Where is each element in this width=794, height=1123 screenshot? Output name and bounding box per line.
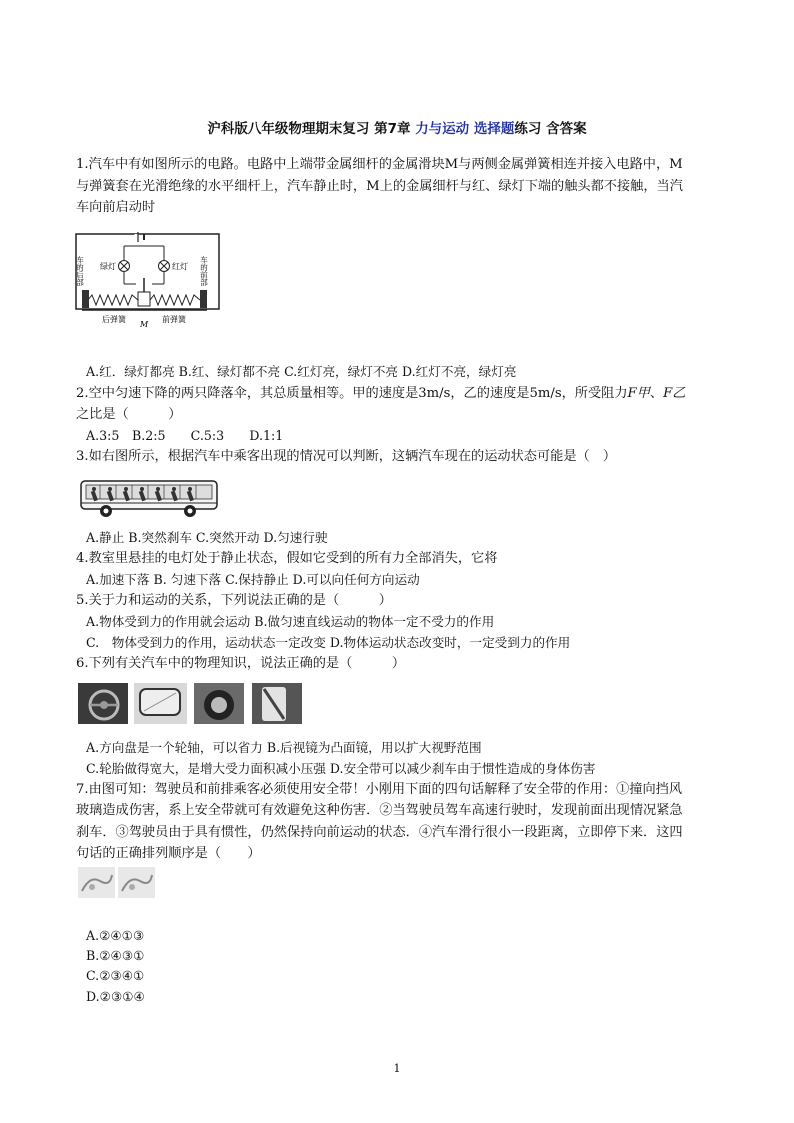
q5-options-line1: A.物体受到力的作用就会运动 B.做匀速直线运动的物体一定不受力的作用 [86, 614, 495, 629]
q7-stem-line4: 句话的正确排列顺序是（ ） [76, 846, 261, 861]
q7-option-a: A.②④①③ [86, 928, 145, 943]
page-title [0, 117, 794, 137]
q6-car-photos [78, 683, 304, 725]
tire-photo [194, 683, 244, 724]
label-rear-spring: 后弹簧 [102, 315, 126, 324]
q2-force-jia: F甲 [627, 386, 650, 401]
q7-option-d: D.②③①④ [86, 989, 145, 1004]
label-front-side: 车的前部 [199, 256, 209, 286]
q2-stem-line2: 之比是（ ） [76, 407, 182, 422]
title-part1: 沪科版八年级物理期末复习 第7章 [207, 121, 416, 137]
q2-stem-text: 2.空中匀速下降的两只降落伞，其总质量相等。甲的速度是3m/s，乙的速度是5m/s，所受阻力 [76, 386, 628, 401]
q3-bus-image [78, 477, 222, 519]
q7-seatbelt-illustration [78, 867, 156, 899]
seatbelt-photo [252, 683, 302, 724]
q2-stem-line1 [76, 384, 685, 404]
label-red-lamp: 红灯 [172, 262, 188, 271]
rearview-mirror-photo [134, 683, 187, 724]
q2-separator: 、 [649, 386, 664, 401]
title-part2: 练习 含答案 [514, 121, 587, 137]
title-highlight-topic: 力与运动 [415, 121, 470, 137]
q1-stem-line2: 与弹簧套在光滑绝缘的水平细杆上，汽车静止时，M上的金属细杆与红、绿灯下端的触头都不接触，当汽 [76, 179, 683, 194]
label-back-side: 车的后部 [75, 256, 85, 286]
q2-force-yi: F乙 [663, 386, 686, 401]
q4-options: A.加速下落 B. 匀速下落 C.保持静止 D.可以向任何方向运动 [86, 572, 420, 587]
q1-stem-line1: 1.汽车中有如图所示的电路。电路中上端带金属细杆的金属滑块M与两侧金属弹簧相连并接入电路中，M [76, 157, 683, 172]
q7-stem-line3: 刹车．③驾驶员由于具有惯性，仍然保持向前运动的状态．④汽车滑行很小一段距离，立即停下来．这四 [76, 825, 683, 840]
q5-stem-line1: 5.关于力和运动的关系，下列说法正确的是（ ） [76, 593, 392, 608]
q6-options-line2: C.轮胎做得宽大，是增大受力面积减小压强 D.安全带可以减少刹车由于惯性造成的身体伤害 [86, 761, 596, 776]
q2-options: A.3:5 B.2:5 C.5:3 D.1:1 [86, 428, 284, 443]
q7-stem-line1: 7.由图可知：驾驶员和前排乘客必须使用安全带！小刚用下面的四句话解释了安全带的作用：①撞向挡风 [76, 782, 683, 797]
q5-options-line2: C. 物体受到力的作用，运动状态一定改变 D.物体运动状态改变时，一定受到力的作用 [86, 635, 571, 650]
q1-circuit-diagram [74, 232, 222, 330]
q7-stem-line2: 玻璃造成伤害，系上安全带就可有效避免这种伤害．②当驾驶员驾车高速行驶时，发现前面出现情况紧急 [76, 803, 683, 818]
label-slider: M [140, 320, 149, 329]
q6-stem-line1: 6.下列有关汽车中的物理知识，说法正确的是（ ） [76, 656, 406, 671]
page-number: 1 [393, 1062, 401, 1075]
q1-options: A.红．绿灯都亮 B.红、绿灯都不亮 C.红灯亮，绿灯不亮 D.红灯不亮，绿灯亮 [86, 364, 517, 379]
q3-options: A.静止 B.突然刹车 C.突然开动 D.匀速行驶 [86, 530, 328, 545]
red-lamp-icon [159, 261, 170, 272]
green-lamp-icon [119, 261, 130, 272]
title-highlight-type: 选择题 [473, 121, 515, 137]
steering-wheel-photo [78, 683, 128, 724]
q3-stem-line1: 3.如右图所示，根据汽车中乘客出现的情况可以判断，这辆汽车现在的运动状态可能是（ ） [76, 449, 617, 464]
label-front-spring: 前弹簧 [162, 315, 186, 324]
q7-option-b: B.②④③① [86, 948, 145, 963]
q4-stem-line1: 4.教室里悬挂的电灯处于静止状态，假如它受到的所有力全部消失，它将 [76, 551, 498, 566]
q1-stem-line3: 车向前启动时 [76, 200, 156, 215]
q6-options-line1: A.方向盘是一个轮轴，可以省力 B.后视镜为凸面镜，用以扩大视野范围 [86, 740, 482, 755]
label-green-lamp: 绿灯 [100, 262, 116, 271]
q7-option-c: C.②③④① [86, 968, 145, 983]
